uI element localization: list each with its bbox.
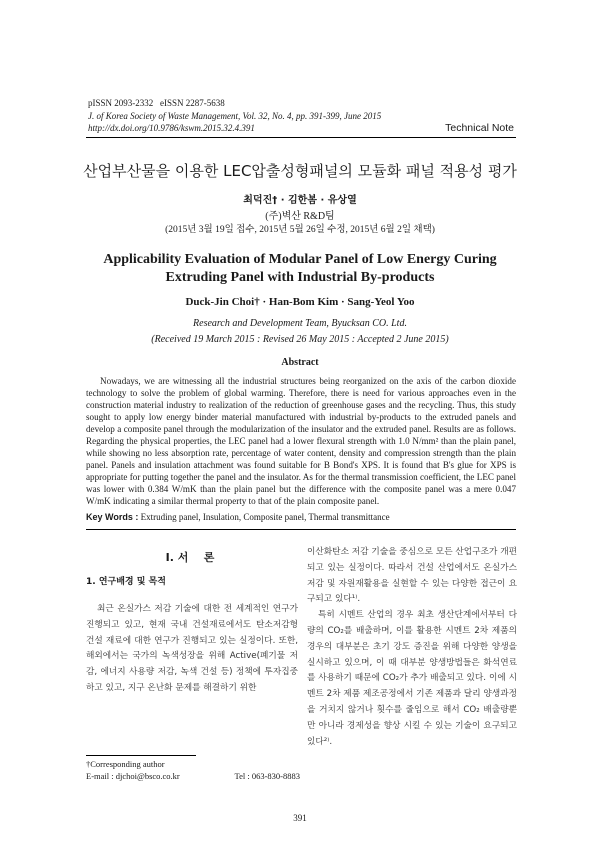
left-column	[86, 602, 298, 697]
subsection-heading: 1. 연구배경 및 목적	[86, 577, 166, 587]
korean-authors: 최덕진† · 김한봄 · 유상열	[243, 195, 357, 206]
korean-dates: (2015년 3월 19일 접수, 2015년 5월 26일 수정, 2015년 6월 2일 채택)	[165, 225, 435, 235]
journal-header	[88, 97, 381, 135]
section-heading: I. 서 론	[165, 551, 215, 564]
english-affiliation: Research and Development Team, Byucksan CO. Ltd.	[193, 318, 407, 329]
intro-paragraph-left: 최근 온실가스 저감 기술에 대한 전 세계적인 연구가 진행되고 있고, 현재 국내 건설재료에서도 탄소저감형 건설 재료에 대한 연구가 진행되고 있는 실정이다. 또한, 해외에서는 국가의 녹색성장을 위해 Active(폐기물 저감, 에너지 사용량 저감, 녹색 건설 등) 정책에 투자집중 하고 있고, 지구 온난화 문제를 해결하기 위한	[86, 604, 298, 693]
abstract-text: Nowadays, we are witnessing all the industrial structures being reorganized on the axis of the carbon dioxide technology to solve the problem of global warming. Therefore, there is need for various approaches even in the construction material industry to realization of the reduction of greenhouse gases and the recycling. Thus, this study sought to apply low energy binder material manufactured with industrial by-products to the extruded panels and develop a composite panel through the modularization of the insulator and the extruded panel. Results are as follows. Regarding the physical properties, the LEC panel had a lower flexural strength with 1.0 N/mm² than the plain panel, while showing no less absorption rate, percentage of water content, density and compression strength than the plain panel. Panels and insulation attachment was found suitable for B Bond's XPS. It is found that B's glue for XPS is appropriate for putting together the panel and the insulator. As for the thermal transmission coefficient, the LEC panel was lower with 0.384 W/mK than the plain panel but the difference with the composite panel was a mere 0.047 W/mK indicating a similar thermal property to that of the plain composite panel.	[86, 376, 516, 507]
korean-affiliation: (주)벽산 R&D팀	[265, 211, 335, 222]
abstract-rule	[86, 529, 516, 530]
corresponding-author: †Corresponding author	[86, 759, 165, 769]
english-title-line2: Extruding Panel with Industrial By-products	[165, 270, 435, 285]
abstract-body	[86, 375, 516, 508]
article-type: Technical Note	[445, 122, 514, 134]
korean-title: 산업부산물을 이용한 LEC압출성형패널의 모듈화 패널 적용성 평가	[83, 162, 517, 180]
abstract-heading: Abstract	[281, 357, 319, 368]
author-tel: Tel : 063-830-8883	[234, 771, 300, 781]
page-number: 391	[293, 813, 307, 823]
keywords	[86, 512, 390, 522]
footnote-rule	[86, 755, 196, 756]
english-authors: Duck-Jin Choi† · Han-Bom Kim · Sang-Yeol Yoo	[185, 296, 415, 308]
author-email[interactable]: E-mail : djchoi@bsco.co.kr	[86, 771, 180, 781]
keywords-text: Extruding panel, Insulation, Composite panel, Thermal transmittance	[140, 512, 390, 522]
journal-citation: J. of Korea Society of Waste Management, Vol. 32, No. 4, pp. 391-399, June 2015	[88, 110, 382, 121]
header-rule	[86, 137, 516, 138]
english-title	[60, 251, 540, 287]
english-dates: (Received 19 March 2015 : Revised 26 May 2015 : Accepted 2 June 2015)	[151, 334, 449, 345]
intro-paragraph-right-2: 특히 시멘트 산업의 경우 최초 생산단계에서부터 다량의 CO₂를 배출하며, 이를 활용한 시멘트 2차 제품의 경우의 대부분은 초기 강도 증진을 위해 다양한 양생을 실시하고 있으며, 이 때 대부분 양생방법들은 화석연료를 사용하기 때문에 CO₂가 추가 배출되고 있다. 이에 시멘트 2차 제품 제조공정에서 기존 제품과 달리 양생과정을 거치지 않거나 횟수를 줄임으로 해서 CO₂ 배출량뿐만 아니라 경제성을 향상 시킬 수 있는 기술이 요구되고 있다²⁾.	[307, 610, 517, 747]
issn: pISSN 2093-2332 eISSN 2287-5638	[88, 98, 225, 108]
right-column	[307, 545, 517, 750]
footnote	[86, 758, 300, 782]
keywords-label: Key Words :	[86, 512, 139, 522]
english-title-line1: Applicability Evaluation of Modular Panel of Low Energy Curing	[103, 252, 497, 267]
intro-paragraph-right-1: 이산화탄소 저감 기술을 중심으로 모든 산업구조가 개편되고 있는 실정이다. 따라서 건설 산업에서도 온실가스 저감 및 자원재활용을 실현할 수 있는 다양한 접근이 요구되고 있다¹⁾.	[307, 547, 517, 605]
doi-link[interactable]: http://dx.doi.org/10.9786/kswm.2015.32.4.391	[88, 123, 255, 133]
